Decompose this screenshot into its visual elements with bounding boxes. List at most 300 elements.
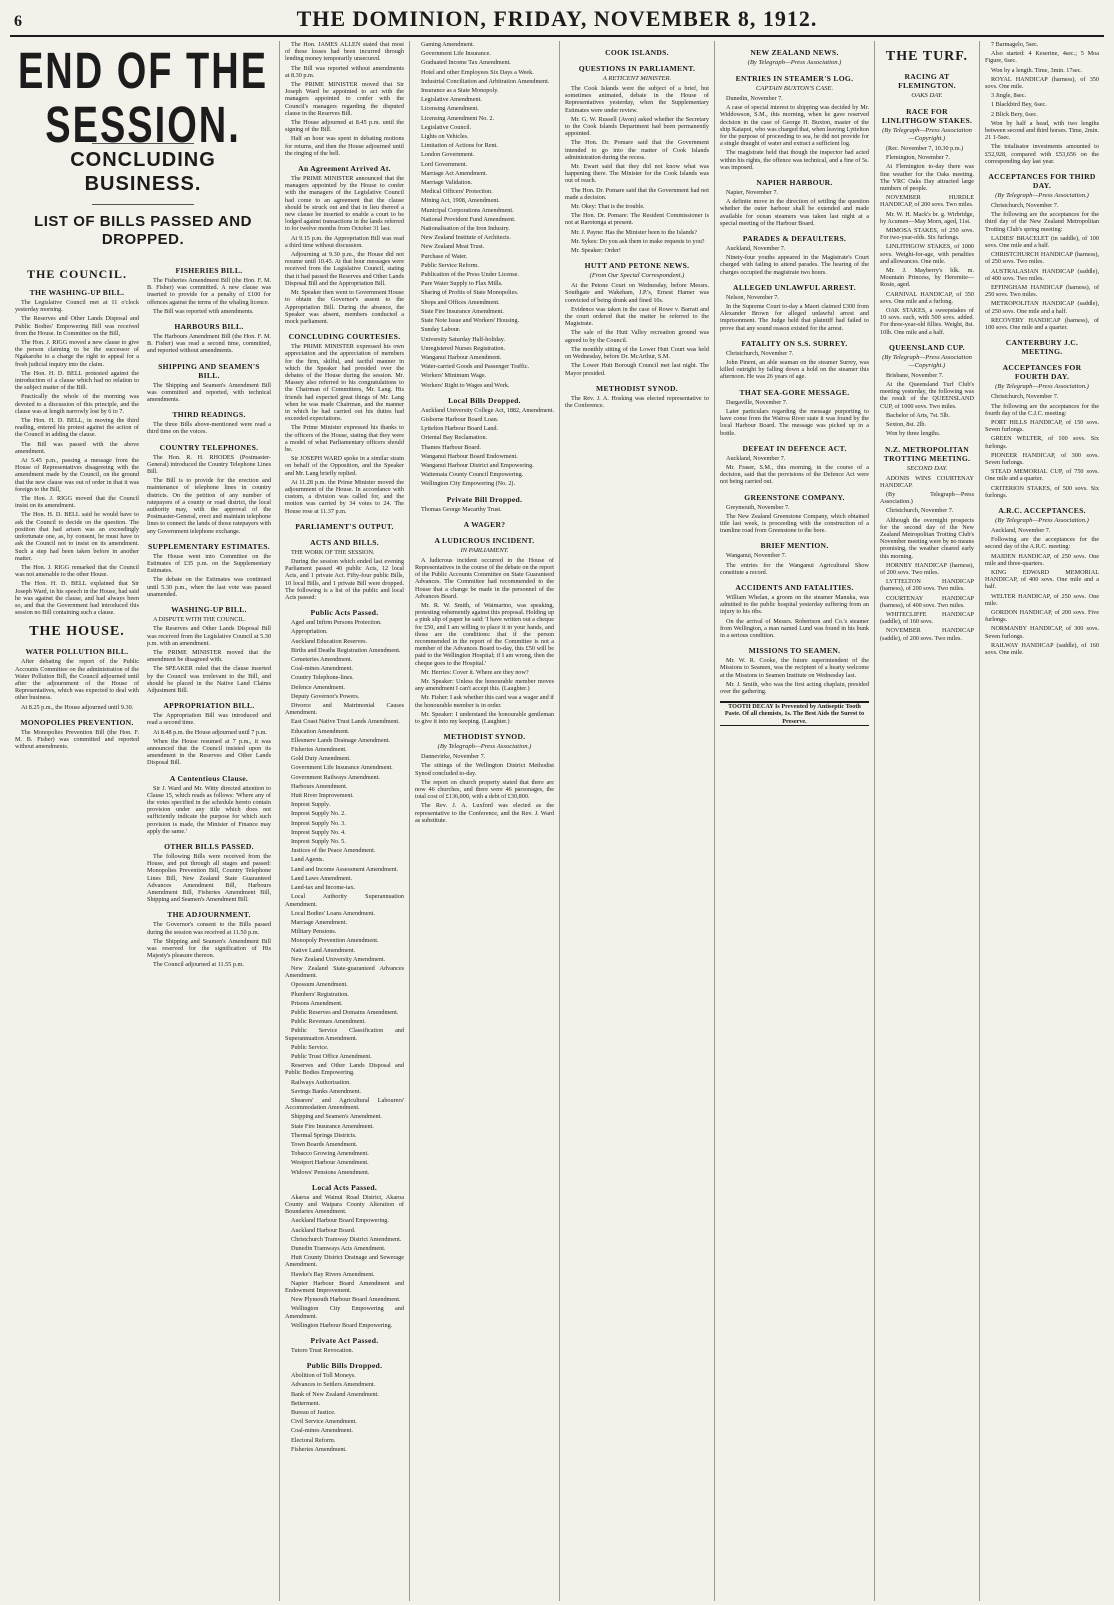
article-paragraph: Won by half a head, with two lengths between second and third horses. Time, 2min. 21 1-5sec.	[985, 119, 1099, 142]
article-paragraph: The Rev. J. A. Hosking was elected representative to the Conference.	[565, 394, 709, 409]
list-item: Dunedin Tramways Acts Amendment.	[291, 1245, 386, 1253]
article-paragraph: A case of special interest to shipping was decided by Mr. Widdowson, S.M., this morning, when he gave reserved decision in the case of George H. Buxton, master of the ship Kaiapoi, who was charged that, when leaving Lyttelton for the purpose of proceeding to sea, he did not provide for a single draught of water and extract a sufficient log.	[720, 104, 869, 148]
list-item: Graduated Income Tax Amendment.	[421, 59, 511, 67]
article-paragraph: The Hon. R. H. RHODES (Postmaster-General) introduced the Country Telephone Lines Bill.	[147, 453, 271, 476]
list-item: Sunday Labour.	[421, 326, 461, 334]
section-heading: MONOPOLIES PREVENTION.	[20, 717, 134, 727]
list-item: Insurance as a State Monopoly.	[421, 87, 499, 95]
section-heading: WATER POLLUTION BILL.	[25, 647, 129, 657]
article-paragraph: The Hon. H. D. BELL protested against the introduction of a clause which had no relation to the subject matter of the Bill.	[15, 369, 139, 392]
list-item: Auckland Education Reserves.	[291, 637, 368, 645]
article-paragraph: Mr. G. W. Russell (Avon) asked whether the Secretary to the Cook Islands Department had been permanently appointed.	[565, 115, 709, 138]
column-session	[10, 41, 280, 1601]
article-paragraph: EFFINGHAM HANDICAP (harness), of 250 sovs. Two miles.	[985, 284, 1099, 299]
article-paragraph: The sale of the Hutt Valley recreation ground was agreed to by the Council.	[565, 329, 709, 344]
article-paragraph: Although the overnight prospects for the second day of the New Zealand Metropolitan Trotting Club's November meeting were by no means promising, the weather cleared early this morning.	[880, 516, 974, 560]
section-heading: BRIEF MENTION.	[760, 541, 829, 551]
article-paragraph: GORDON HANDICAP, of 200 sovs. Five furlongs.	[985, 608, 1099, 624]
article-paragraph: The Hon. Dr. Pomare: The Resident Commissioner is not at Rarotonga at present.	[565, 212, 709, 227]
section-heading: Public Acts Passed.	[310, 608, 379, 618]
list-item: Water-carried Goods and Passenger Traffic.	[421, 363, 530, 371]
article-paragraph: At the Petone Court on Wednesday, before Messrs. Southgate and Wakeham, J.P.'s, Ernest Hamer was convicted of being drunk and fined 10s.	[565, 282, 709, 304]
list-item: State Fire Insurance Amendment.	[291, 1122, 374, 1130]
list-item: Imprest Supply No. 4.	[291, 828, 346, 836]
article-paragraph: At the Queensland Turf Club's meeting yesterday, the following was the result of the QUEENSLAND CUP, of 1000 sovs. Two miles.	[880, 381, 974, 410]
article-paragraph: The Lower Hutt Borough Council met last night. The Mayor presided.	[565, 362, 709, 377]
list-item: Tutoro Trust Revocation.	[291, 1347, 354, 1355]
list-item: Railways Authorisation.	[291, 1078, 351, 1086]
list-item: University Saturday Half-holiday.	[421, 335, 505, 343]
article-paragraph: At Flemington to-day there was fine weather for the Oaks meeting. The VRC Oaks Day attracted large numbers of people.	[880, 163, 974, 193]
article-paragraph: The PRIME MINISTER expressed his own appreciation and the appreciation of members for the firm, skilful, and tactful manner in which the Speaker had presided over the debates of the House during the session. Mr. Massey also referred to his congratulations to the Chairman of Committees, Mr. Lang. His friends had expected great things of Mr. Lang when he was made Chairman, and the manner in which he had carried out his duties had exceeded expectations.	[285, 343, 404, 423]
article-paragraph: Mr. Speaker: I understand the honourable gentleman to give it into my keeping. (Laughter.)	[415, 710, 554, 726]
article-paragraph: CARNIVAL HANDICAP, of 350 sovs. One mile and a furlong.	[880, 290, 974, 305]
article-paragraph: The following are the acceptances for the third day of the New Zealand Metropolitan Trotting Club's spring meeting:	[985, 211, 1099, 233]
article-paragraph: The Governor's consent to the Bills passed during the session was received at 11.50 p.m.	[147, 921, 271, 936]
list-item: New Zealand Meat Trust.	[421, 243, 485, 251]
section-heading: ACCIDENTS AND FATALITIES.	[735, 582, 854, 592]
list-item: Local Authority Superannuation Amendment.	[285, 893, 404, 908]
article-paragraph: Dannevirke, November 7.	[421, 753, 486, 761]
article-paragraph: The entries for the Wanganui Agricultural Show constitute a record.	[720, 561, 869, 576]
list-item: Marriage Act Amendment.	[421, 169, 488, 177]
list-item: Education Amendment.	[291, 727, 350, 735]
list-item: Licensing Amendment No. 2.	[421, 114, 495, 122]
section-heading: THAT SEA-GORE MESSAGE.	[739, 387, 850, 397]
list-item: Hotel and other Employees Six Days a Week.	[421, 68, 534, 76]
article-paragraph: The following Bills were received from the House, and put through all stages and passed: Monopolies Prevention Bill, Country Telephone Lines Bill, New Zealand State Guaranteed Advances Amendment Bill, Harbours Amendment Bill, Fisheries Amendment Bill, Shipping and Seamen's Amendment Bill.	[147, 852, 271, 904]
list-item: Public Reserves and Domains Amendment.	[291, 1008, 399, 1016]
section-subheading: OAKS DAY.	[911, 92, 943, 99]
list-item: New Zealand State-guaranteed Advances Amendment.	[285, 964, 404, 980]
article-paragraph: Wanganui, November 7.	[726, 552, 787, 560]
article-paragraph: The Council adjourned at 11.55 p.m.	[153, 961, 244, 969]
list-item: Marriage Amendment.	[291, 918, 348, 926]
columns	[10, 41, 1104, 1601]
subheadline-2: LIST OF BILLS PASSED AND DROPPED.	[34, 213, 252, 248]
article-paragraph: Evidence was taken in the case of Rowe v. Barratt and the court ordered that the matter be referred to the Magistrate.	[565, 305, 709, 328]
list-item: Hutt River Improvement.	[291, 792, 354, 800]
section-heading: APPROPRIATION BILL.	[163, 701, 255, 711]
list-item: Gisborne Harbour Board Loan.	[421, 415, 499, 423]
list-item: New Zealand University Amendment.	[291, 955, 386, 963]
article-paragraph: RAILWAY HANDICAP (saddle), of 160 sovs. One mile.	[985, 641, 1099, 656]
section-heading: DEFEAT IN DEFENCE ACT.	[742, 443, 847, 453]
list-item: Aged and Infirm Persons Protection.	[291, 619, 382, 627]
section-subheading: IN PARLIAMENT.	[460, 546, 509, 554]
article-paragraph: CHRISTCHURCH HANDICAP (harness), of 250 sovs. Two miles.	[985, 251, 1099, 266]
section-subheading: (By Telegraph—Press Association.)	[437, 743, 532, 751]
list-item: Military Pensions.	[291, 928, 337, 936]
article-paragraph: Adjourning at 9.30 p.m., the House did not resume until 10.45. At that hour messages were received from the Legislative Council, stating that it had passed the Reserves and Other Lands Disposal Bill and the Appropriation Bill.	[285, 251, 404, 287]
article-paragraph: Nelson, November 7.	[726, 293, 779, 301]
session-split	[15, 259, 271, 1601]
article-paragraph: Sexton, 8st. 2lb.	[886, 421, 927, 429]
article-paragraph: Christchurch, November 7.	[991, 393, 1059, 401]
list-item: Fisheries Amendment.	[291, 746, 347, 754]
article-paragraph: At 5.45 p.m., passing a message from the House of Representatives disagreeing with the amendment made by the Council, on the ground that the new clause was out of order in that it was foreign to the Bill,	[15, 457, 139, 493]
article-paragraph: The Hon. J. RIGG moved a new clause to give the person claiming to be the successor of Ngakarohe to a charge the right to appeal for a fresh judicial inquiry into the claim.	[15, 339, 139, 368]
article-paragraph: (By Telegraph—Press Association.)	[880, 490, 974, 506]
list-item: Hutt County District Drainage and Sewerage Amendment.	[285, 1254, 404, 1269]
list-item: Imprest Supply.	[291, 801, 331, 809]
list-item: Lyttelton Harbour Board Land.	[421, 425, 498, 433]
article-paragraph: When the House resumed at 7 p.m., it was announced that the Council insisted upon its amendment in the Reserves and Other Lands Disposal Bill.	[147, 737, 271, 767]
list-item: New Zealand Institute of Architects.	[421, 234, 511, 242]
list-item: Public Revenues Amendment.	[291, 1018, 366, 1026]
list-item: Purchase of Water.	[421, 252, 468, 260]
list-item: Cemeteries Amendment.	[291, 656, 353, 664]
list-item: Harbours Amendment.	[291, 782, 348, 790]
article-paragraph: COURTENAY HANDICAP (harness), of 400 sovs. Two miles.	[880, 594, 974, 609]
list-item: Auckland Harbour Board Empowering.	[291, 1217, 389, 1225]
section-subheading: A RETICENT MINISTER.	[602, 75, 672, 82]
list-item: Westport Harbour Amendment.	[291, 1159, 369, 1167]
section-heading: Private Bill Dropped.	[446, 494, 523, 504]
section-subheading: SECOND DAY.	[906, 464, 948, 472]
list-item: Divorce and Matrimonial Causes Amendment.	[285, 702, 404, 717]
article-paragraph: Mr. R. W. Smith, of Waimarino, was speaking, protesting vehemently against this proposal. Holding up a pink slip of paper he said: 'I have written out a cheque for £50, and I am willing to place it in your hands, and those are the conditions: that if the person recommended in the report of the Committee is not a member of the Advances Board to-day, this £50 will be paid to the Wellington Hospital; if I am wrong, then the cheque goes to the Hospital.'	[415, 601, 554, 667]
list-item: Opossum Amendment.	[291, 981, 348, 989]
article-paragraph: John Pinent, an able seaman on the steamer Surrey, was killed outright by falling down a hold on the steamer this afternoon. He was 26 years of age.	[720, 359, 869, 381]
section-heading: HUTT AND PETONE NEWS.	[584, 261, 690, 271]
article-paragraph: NOVEMBER HANDICAP (saddle), of 200 sovs. Two miles.	[880, 627, 974, 642]
article-paragraph: Following are the acceptances for the second day of the A.R.C. meeting:	[985, 536, 1099, 551]
section-heading: Local Bills Dropped.	[448, 395, 521, 405]
column-acceptances	[980, 41, 1104, 1601]
article-paragraph: Christchurch, November 7.	[886, 507, 954, 515]
list-item: London Government.	[421, 151, 475, 159]
list-item: Workers' Minimum Wage.	[421, 372, 487, 380]
list-item: Births and Deaths Registration Amendment.	[291, 646, 401, 654]
list-item: Prisons Amendment.	[291, 999, 343, 1007]
article-paragraph: The Hon. J. RIGG remarked that the Council was not amenable to the other House.	[15, 563, 139, 579]
section-subheading: (By Telegraph—Press Association.)	[995, 516, 1089, 524]
article-paragraph: The Prime Minister expressed his thanks to the officers of the House, stating that they were a model of what Parliamentary officers should be.	[285, 424, 404, 453]
list-item: Lord Government.	[421, 160, 468, 168]
list-item: Medical Officers' Protection.	[421, 188, 493, 196]
article-paragraph: The Hon. JAMES ALLEN stated that most of these losses had been incurred through lending money temporarily unsecured.	[285, 41, 404, 63]
list-item: Government Railways Amendment.	[291, 773, 380, 781]
article-paragraph: 2 Blick Bery, 6sec.	[991, 110, 1038, 118]
list-item: Government Life Insurance.	[421, 50, 491, 58]
article-paragraph: 3 Jingle, 8sec.	[991, 92, 1027, 100]
article-paragraph: The following are the acceptances for the fourth day of the C.J.C. meeting:	[985, 402, 1099, 417]
list-item: Town Boards Amendment.	[291, 1140, 358, 1148]
article-paragraph: The Harbours Amendment Bill (the Hon. F. M. B. Fisher) was read a second time, committed, and reported without amendments.	[147, 333, 271, 355]
section-subheading: (By Telegraph—Press Association.)	[747, 59, 842, 66]
article-paragraph: The House adjourned at 8.45 p.m. until the signing of the Bill.	[285, 119, 404, 134]
article-paragraph: The PRIME MINISTER announced that the managers appointed by the House to confer with the managers of the Legislative Council had come to an agreement that the clause should be struck out and that in lieu thereof a new clause be inserted to enable a court to be lodged against transactions in the lands referred to for twelve months from October 31 last.	[285, 175, 404, 233]
list-item: Civil Service Amendment.	[291, 1418, 357, 1426]
column-parliament-output	[280, 41, 410, 1601]
list-item: Christchurch Tramway District Amendment.	[291, 1235, 402, 1243]
article-paragraph: The PRIME MINISTER moved that Sir Joseph Ward be appointed to act with the managers appointed to confer with the Council's managers regarding the disputed clause in the Reserves Bill.	[285, 81, 404, 117]
article-paragraph: The Bill was passed with the above amendment.	[15, 440, 139, 455]
list-item: Public Trust Office Amendment.	[291, 1052, 372, 1060]
article-paragraph: 1 Blackbird Bey, 6sec.	[991, 101, 1047, 109]
list-item: Unregistered Nurses Registration.	[421, 344, 506, 352]
list-item: Auckland Harbour Board.	[291, 1226, 356, 1234]
list-item: Licensing Amendment.	[421, 105, 479, 113]
article-paragraph: A ludicrous incident occurred in the House of Representatives in the course of the debate on the report of the Public Accounts Committee on State Guaranteed Advances. The Committee had recommended to the House that a change be made in the personnel of the Advances Board.	[415, 556, 554, 600]
list-item: Imprest Supply No. 2.	[291, 810, 346, 818]
article-paragraph: During the session which ended last evening Parliament passed 40 public Acts, 12 local Acts, and 1 private Act. Fifty-four public Bills, 10 local Bills, and 1 private Bill were dropped. The following is a list of the public and local Acts passed:	[285, 557, 404, 601]
list-item: Gold Duty Amendment.	[291, 755, 351, 763]
list-item: Thomas George Macarthy Trust.	[421, 505, 502, 513]
article-paragraph: Won by three lengths.	[886, 430, 941, 438]
article-paragraph: Mr. Speaker: Order!	[571, 247, 621, 255]
section-heading: COUNTRY TELEPHONES.	[159, 442, 259, 452]
article-paragraph: AUSTRALASIAN HANDICAP (saddle), of 400 sovs. Two miles.	[985, 267, 1099, 282]
list-item: Reserves and Other Lands Disposal and Public Bodies Empowering.	[285, 1062, 404, 1077]
list-item: Municipal Corporations Amendment.	[421, 206, 514, 214]
article-paragraph: Mr. Speaker: Unless the honourable member moves any amendment I can't accept this. (Laughter.)	[415, 678, 554, 693]
list-item: Land Laws Amendment.	[291, 874, 353, 882]
list-item: Advances to Settlers Amendment.	[291, 1381, 376, 1389]
section-heading: COOK ISLANDS.	[605, 48, 669, 57]
article-paragraph: Sir JOSEPH WARD spoke in a similar strain on behalf of the Opposition, and the Speaker and Mr. Lang briefly replied.	[285, 455, 404, 477]
article-paragraph: The Reserves and Other Lands Disposal Bill was received from the Legislative Council at 5.30 p.m. with an amendment.	[147, 625, 271, 647]
list-item: Wanganui Harbour Board Endowment.	[421, 452, 518, 460]
section-heading: An Agreement Arrived At.	[298, 164, 391, 174]
article-paragraph: The sittings of the Wellington District Methodist Synod concluded to-day.	[415, 762, 554, 777]
list-item: Wellington City Empowering and Amendment.	[285, 1305, 404, 1320]
divider	[92, 204, 194, 205]
article-paragraph: On the arrival of Messrs. Robertson and Co.'s steamer from Wellington, a man named Lund was found in his bunk in a serious condition.	[720, 617, 869, 639]
article-paragraph: RECOVERY HANDICAP (harness), of 100 sovs. One mile and a quarter.	[985, 316, 1099, 332]
article-paragraph: NORMANBY HANDICAP, of 300 sovs. Seven furlongs.	[985, 625, 1099, 640]
section-heading: GREENSTONE COMPANY.	[744, 492, 845, 502]
article-paragraph: The Monopolies Prevention Bill (the Hon. F. M. B. Fisher) was committed and reported without amendments.	[15, 728, 139, 751]
article-paragraph: After debating the report of the Public Accounts Committee on the administration of the Water Pollution Bill, the Council adjourned until after the adjournment of the House of Representatives, which was expected to deal with other business.	[15, 658, 139, 702]
council-articles	[15, 288, 139, 616]
article-paragraph: The Hon. J. RIGG moved that the Council insist on its amendment.	[15, 495, 139, 510]
section-heading: QUESTIONS IN PARLIAMENT.	[578, 64, 696, 73]
section-heading: METHODIST SYNOD.	[443, 732, 526, 742]
section-heading: FISHERIES BILL.	[175, 266, 243, 275]
section-heading: Public Bills Dropped.	[306, 1361, 383, 1371]
article-paragraph: The PRIME MINISTER moved that the amendment be disagreed with.	[147, 648, 271, 664]
masthead	[10, 4, 1104, 37]
section-heading: A.R.C. ACCEPTANCES.	[998, 505, 1086, 515]
article-paragraph: A DISPUTE WITH THE COUNCIL.	[153, 616, 246, 624]
section-heading: THIRD READINGS.	[172, 410, 246, 420]
article-paragraph: Practically the whole of the morning was devoted to a discussion of this principle, and the clause was at length narrowly lost by 6 to 7.	[15, 393, 139, 415]
list-item: Wanganui Harbour District and Empowering.	[421, 461, 534, 469]
article-paragraph: The Fisheries Amendment Bill (the Hon. F. M. B. Fisher) was committed. A new clause was inserted to provide for a penalty of £100 for offences against the terms of the whaling licence.	[147, 277, 271, 306]
article-paragraph: WHITECLIFFE HANDICAP (saddle), of 160 sovs.	[880, 610, 974, 626]
list-item: Coal-mines Amendment.	[291, 665, 353, 673]
section-heading: THE WASHING-UP BILL.	[29, 288, 125, 297]
article-paragraph: Mr. J. Mayberry's blk. m. Mountain Princess, by Heremite—Rosie, aged.	[880, 267, 974, 289]
article-paragraph: The Hon. H. D. BELL said he would have to ask the Council to decide on the question. The position that had arisen was an exceedingly unfortunate one, as, by consent, he must have to ask the Council not to insist on its amendment. Such a step had been taken before in another matter.	[15, 511, 139, 562]
article-paragraph: Napier, November 7.	[726, 189, 778, 197]
article-paragraph: At 8.25 p.m., the House adjourned until 9.30.	[21, 703, 134, 711]
list-item: Betterment.	[291, 1399, 321, 1407]
article-paragraph: The Bill was reported with amendments.	[153, 307, 254, 315]
article-paragraph: At 9.15 p.m. the Appropriation Bill was read a third time without discussion.	[285, 234, 404, 249]
list-item: Public Service.	[291, 1043, 329, 1051]
article-paragraph: HORNBY HANDICAP (harness), of 200 sovs. Two miles.	[880, 561, 974, 576]
section-subheading: (By Telegraph—Press Association.)	[995, 192, 1089, 200]
article-paragraph: The totalisator investments amounted to £52,928, compared with £53,656 on the corresponding day last year.	[985, 143, 1099, 165]
list-item: East Coast Native Trust Lands Amendment.	[291, 718, 400, 726]
section-heading: CONCLUDING COURTESIES.	[288, 332, 401, 342]
article-paragraph: The Rev. J. A. Luxford was elected as the representative to the Conference, and the Rev. J. Ward as substitute.	[415, 802, 554, 824]
list-item: Legislative Amendment.	[421, 96, 482, 104]
article-paragraph: WELTER HANDICAP, of 250 sovs. One mile.	[985, 592, 1099, 607]
section-heading: Private Act Passed.	[310, 1336, 379, 1346]
article-paragraph: Greymouth, November 7.	[726, 503, 790, 511]
list-item: Native Land Amendment.	[291, 946, 356, 954]
section-heading: PARADES & DEFAULTERS.	[742, 234, 847, 244]
article-paragraph: ADONIS WINS COURTENAY HANDICAP.	[880, 474, 974, 489]
list-item: Public Service Reform.	[421, 261, 479, 269]
section-heading: NEW ZEALAND NEWS.	[750, 48, 839, 57]
list-item: Gaming Amendment.	[421, 41, 475, 48]
session-left	[15, 259, 139, 1601]
newspaper-title: THE DOMINION, FRIDAY, NOVEMBER 8, 1912.	[296, 6, 818, 31]
article-paragraph: OAK STAKES, a sweepstakes of 10 sovs. each, with 500 sovs. added. For three-year-old fillies. Weight, 8st. 10lb. One mile and a half.	[880, 307, 974, 336]
list-item: Deputy Governor's Powers.	[291, 692, 360, 700]
section-heading: N.Z. METROPOLITAN TROTTING MEETING.	[883, 444, 971, 463]
council-heading: THE COUNCIL.	[26, 267, 127, 281]
list-item: Thames Harbour Board.	[421, 443, 481, 451]
list-item: Land-tax and Income-tax.	[291, 884, 356, 892]
list-item: Pure Water Supply to Flax Mills.	[421, 280, 503, 288]
article-paragraph: In the Supreme Court to-day a Maori claimed £300 from Alexander Brown for alleged unlawful arrest and imprisonment. The Judge held that plaintiff had failed to prove that any sound reason existed for the arrest.	[720, 303, 869, 332]
list-item: Sharing of Profits of State Monopolies.	[421, 289, 519, 297]
list-item: Shipping and Seamen's Amendment.	[291, 1113, 382, 1121]
article-paragraph: The Bill is to provide for the erection and maintenance of telephone lines in country districts. On the petition of any number of ratepayers of a county or road district, the local authority may, with the approval of the Postmaster-General, erect and maintain telephone lines to connect the lands of those ratepayers with any Government telephone exchange.	[147, 477, 271, 535]
list-item: Legislative Council.	[421, 123, 472, 131]
article-paragraph: At 11.28 p.m. the Prime Minister moved the adjournment of the House. In accordance with custom, a division was called for, and the motion was carried by 34 votes to 24. The House rose at 11.37 p.m.	[285, 478, 404, 515]
section-heading: SHIPPING AND SEAMEN'S BILL.	[158, 361, 260, 380]
section-heading: ACCEPTANCES FOR THIRD DAY.	[988, 172, 1096, 191]
list-item: Hawke's Bay Rivers Amendment.	[291, 1270, 375, 1278]
list-item: Mining Act, 1908, Amendment.	[421, 197, 500, 205]
list-item: Justices of the Peace Amendment.	[291, 847, 376, 855]
article-paragraph: Also started: 4 Keserine, 4sec.; 5 Moa Figure, 6sec.	[985, 50, 1099, 65]
list-item: Akaroa and Wainui Road District, Akaroa County and Waipara County Alteration of Boundaries Amendment.	[285, 1193, 404, 1216]
list-item: Nationalisation of the Iron Industry.	[421, 225, 510, 233]
list-item: Bank of New Zealand Amendment.	[291, 1390, 379, 1398]
section-heading: METHODIST SYNOD.	[596, 383, 678, 393]
list-item: Monopoly Prevention Amendment.	[291, 937, 379, 945]
article-paragraph: Auckland, November 7.	[726, 454, 786, 462]
list-item: Marriage Validation.	[421, 179, 473, 187]
article-paragraph: MAIDEN HANDICAP, of 250 sovs. One mile and three-quarters.	[985, 552, 1099, 567]
article-paragraph: Mr. Ewart said that they did not know what was happening there. The Minister for the Cook Islands was out of reach.	[565, 163, 709, 185]
list-item: Government Life Insurance Amendment.	[291, 764, 393, 772]
list-item: Imprest Supply No. 5.	[291, 838, 346, 846]
list-item: Coal-mines Amendment.	[291, 1427, 353, 1435]
article-paragraph: The monthly sitting of the Lower Hutt Court was held on Wednesday, before Dr. McArthur, S.M.	[565, 345, 709, 361]
article-paragraph: LYTTELTON HANDICAP (harness), of 200 sovs. Two miles.	[880, 578, 974, 593]
article-paragraph: Mr. Herries: Cover it. Where are they now?	[421, 668, 529, 676]
article-paragraph: The Legislative Council met at 11 o'clock yesterday morning.	[15, 299, 139, 314]
section-heading: FATALITY ON S.S. SURREY.	[741, 338, 848, 348]
section-heading: ALLEGED UNLAWFUL ARREST.	[733, 282, 856, 292]
list-item: Imprest Supply No. 3.	[291, 819, 346, 827]
subheadline: CONCLUDING BUSINESS.	[70, 149, 216, 195]
article-paragraph: Dunedin, November 7.	[726, 95, 783, 102]
column-turf	[875, 41, 980, 1601]
section-heading: A WAGER?	[463, 519, 506, 529]
list-item: Oriental Bay Reclamation.	[421, 434, 488, 442]
article-paragraph: Later particulars regarding the message purporting to have come from the Wairoa River state it was found by the local Harbour Board. The message was picked up in a bottle.	[720, 407, 869, 437]
article-paragraph: The debate on the Estimates was continued until 5.30 p.m., when the last vote was passed unamended.	[147, 576, 271, 598]
list-item: Industrial Conciliation and Arbitration Amendment.	[421, 77, 550, 85]
article-paragraph: The New Zealand Greenstone Company, which obtained title last week, is proceeding with the construction of a tramline road from Greenstone to the bore.	[720, 512, 869, 535]
article-paragraph: The House went into Committee on the Estimates of £35 p.m. on the Supplementary Estimates.	[147, 552, 271, 575]
section-heading: MISSIONS TO SEAMEN.	[748, 646, 841, 656]
article-paragraph: THE WORK OF THE SESSION.	[291, 548, 375, 556]
article-paragraph: The Cook Islands were the subject of a brief, but sometimes animated, debate in the House of Representatives yesterday, when the Supplementary Estimates were under review.	[565, 85, 709, 114]
article-paragraph: The Hon. H. D. BELL, in moving the third reading, entered his protest against the action of the Council in adding the clause.	[15, 417, 139, 439]
house-heading: THE HOUSE.	[29, 624, 125, 640]
list-item: Defence Amendment.	[291, 683, 345, 691]
article-paragraph: PIONEER HANDICAP, of 300 sovs. Seven furlongs.	[985, 451, 1099, 466]
list-item: Appropriation.	[291, 628, 328, 636]
section-heading: Local Acts Passed.	[311, 1182, 378, 1192]
column-cook-islands	[560, 41, 715, 1601]
article-paragraph: A definite move in the direction of settling the question whether the outer harbour shall be extended and made available for ocean steamers was taken last night at a special meeting of the Harbour Board.	[720, 198, 869, 227]
article-paragraph: The Hon. Dr. Pomare said that the Government intended to go into the matter of Cook Islands administration during the recess.	[565, 139, 709, 161]
advert: TOOTH DECAY Is Prevented by Antiseptic Tooth Paste. Of all chemists, 1s. The Best Aids the Surest to Preserve.	[720, 701, 869, 726]
article-paragraph: NOVEMBER HURDLE HANDICAP, of 200 sovs. Two miles.	[880, 194, 974, 209]
section-heading: QUEENSLAND CUP.	[889, 342, 965, 352]
house-articles	[15, 647, 139, 750]
list-item: Napier Harbour Board Amendment and Endowment Improvement.	[285, 1279, 404, 1295]
list-item: Limitation of Actions for Rent.	[421, 142, 498, 150]
page-number: 6	[14, 13, 22, 30]
article-paragraph: Mr. Sykes: Do you ask them to make requests to you?	[571, 237, 705, 245]
article-paragraph: CRITERION STAKES, of 500 sovs. Six furlongs.	[985, 484, 1099, 499]
section-heading: ENTRIES IN STEAMER'S LOG.	[735, 74, 854, 83]
article-paragraph: Auckland, November 7.	[991, 526, 1051, 534]
list-item: Lights on Vehicles.	[421, 133, 469, 141]
list-item: Local Bodies' Loans Amendment.	[291, 909, 375, 917]
list-item: New Plymouth Harbour Board Amendment.	[291, 1296, 401, 1304]
article-paragraph: Bachelor of Arts, 7st. 5lb.	[886, 411, 950, 419]
article-paragraph: The Shipping and Seamen's Amendment Bill was committed and reported, with technical amendments.	[147, 381, 271, 404]
list-item: Auckland University College Act, 1882, Amendment.	[421, 406, 555, 414]
list-item: State Fire Insurance Amendment.	[421, 307, 504, 315]
list-item: Public Service Classification and Superannuation Amendment.	[285, 1027, 404, 1042]
article-paragraph: Brisbane, November 7.	[886, 371, 944, 379]
section-heading: CANTERBURY J.C. MEETING.	[1005, 338, 1079, 357]
article-paragraph: The Hon. Dr. Pomare said that the Government had not made a decision.	[565, 186, 709, 201]
article-paragraph: Mr. J. Payne: Has the Minister been to the Islands?	[571, 228, 697, 236]
section-heading: A LUDICROUS INCIDENT.	[434, 535, 535, 545]
list-item: Plumbers' Registration.	[291, 990, 349, 998]
section-heading: PARLIAMENT'S OUTPUT.	[295, 521, 394, 531]
article-paragraph: Auckland, November 7.	[726, 245, 786, 253]
list-item: State Note Issue and Workers' Housing.	[421, 317, 520, 325]
article-paragraph: William Whelan, a groom on the steamer Manuka, was admitted to the public hospital yesterday suffering from an injury to his ribs.	[720, 593, 869, 616]
list-item: Workers' Right to Wages and Work.	[421, 381, 510, 389]
section-heading: WASHING-UP BILL.	[171, 605, 247, 615]
article-paragraph: At 8.48 p.m. the House adjourned until 7 p.m.	[153, 728, 267, 736]
list-item: Country Telephone-lines.	[291, 674, 354, 682]
section-heading: ACCEPTANCES FOR FOURTH DAY.	[1002, 363, 1082, 382]
article-paragraph: METROPOLITAN HANDICAP (saddle), of 250 sovs. One mile and a half.	[985, 300, 1099, 315]
article-paragraph: Dargaville, November 7.	[726, 398, 788, 406]
section-subheading: CAPTAIN BUXTON'S CASE.	[755, 85, 834, 92]
article-paragraph: LADIES' BRACELET (in saddle), of 100 sovs. One mile and a half.	[985, 234, 1099, 250]
